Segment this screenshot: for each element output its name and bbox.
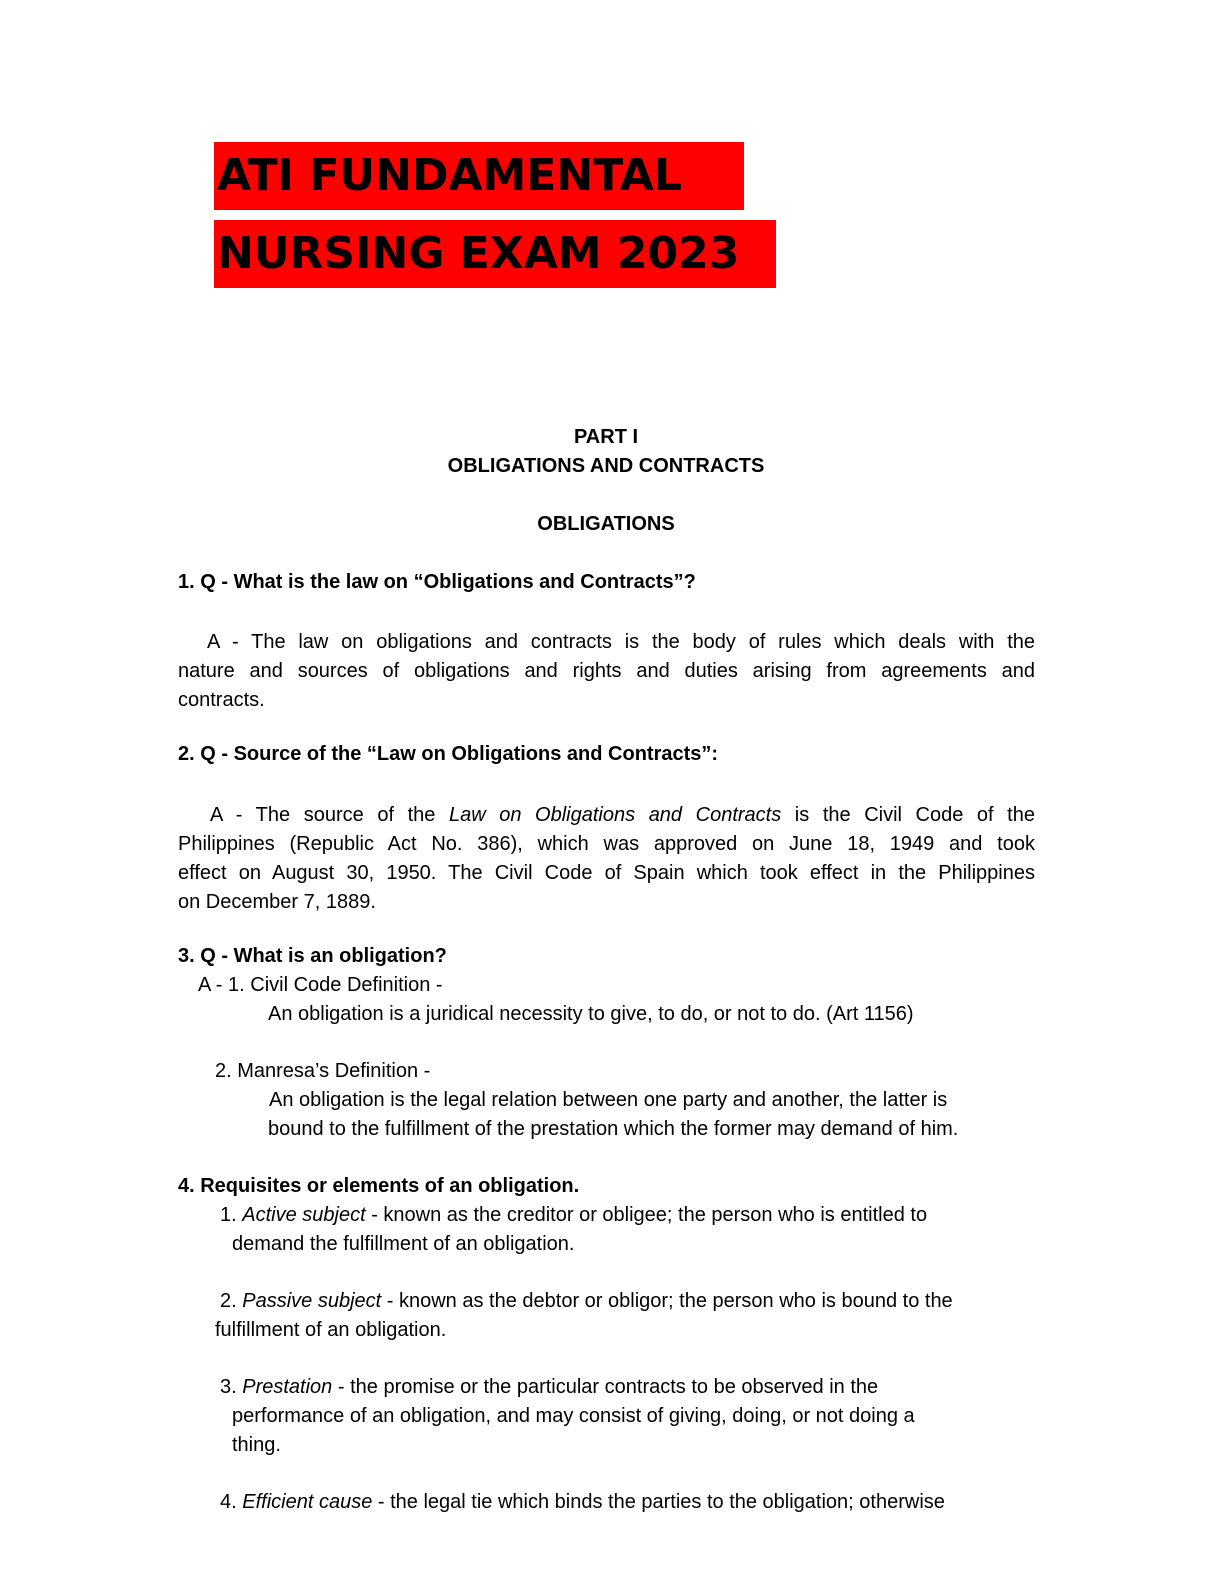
part-heading: OBLIGATIONS AND CONTRACTS	[447, 455, 765, 477]
element-item-2	[220, 1290, 953, 1313]
definition-2-line: bound to the fulfillment of the prestation which the former may demand of him.	[268, 1118, 959, 1140]
element-item-1	[220, 1204, 927, 1227]
answer-1-line: A - The law on obligations and contracts is the body of rules which deals with the	[207, 631, 1035, 653]
answer-2-line	[178, 801, 1035, 830]
title-line-1: ATI FUNDAMENTAL	[217, 150, 682, 201]
element-description: - known as the creditor or obligee; the person who is entitled to	[365, 1204, 928, 1226]
answer-1-line: contracts.	[178, 689, 265, 711]
element-number: 2.	[220, 1290, 243, 1312]
element-item-3-continuation: thing.	[232, 1434, 281, 1456]
element-term: Passive subject	[242, 1290, 382, 1312]
part-label: PART I	[573, 426, 639, 448]
question-2: 2. Q - Source of the “Law on Obligations and Contracts”:	[178, 743, 719, 765]
definition-1-text: An obligation is a juridical necessity to give, to do, or not to do. (Art 1156)	[268, 1003, 914, 1025]
element-item-1-continuation: demand the fulfillment of an obligation.	[232, 1233, 575, 1255]
title-banner-line-1	[214, 142, 744, 210]
element-item-2-continuation: fulfillment of an obligation.	[215, 1319, 447, 1341]
element-number: 1.	[220, 1204, 243, 1226]
question-3: 3. Q - What is an obligation?	[178, 945, 447, 967]
element-description: - the promise or the particular contracts to be observed in the	[332, 1376, 879, 1398]
question-1: 1. Q - What is the law on “Obligations and Contracts”?	[178, 571, 696, 593]
element-term: Active subject	[242, 1204, 366, 1226]
answer-2	[178, 801, 1035, 917]
title-line-2: NURSING EXAM 2023	[217, 228, 740, 279]
answer-2-line: on December 7, 1889.	[178, 891, 376, 913]
element-item-3-continuation: performance of an obligation, and may consist of giving, doing, or not doing a	[232, 1405, 915, 1427]
definition-1-label: A - 1. Civil Code Definition -	[198, 974, 443, 996]
element-description: - known as the debtor or obligor; the person who is bound to the	[381, 1290, 953, 1312]
element-number: 4.	[220, 1491, 243, 1513]
element-description: - the legal tie which binds the parties to the obligation; otherwise	[372, 1491, 945, 1513]
answer-1-line: nature and sources of obligations and rights and duties arising from agreements and	[178, 660, 1035, 682]
answer-1	[178, 628, 1035, 715]
answer-2-suffix: is the Civil Code of the	[781, 804, 1035, 826]
definition-2-label: 2. Manresa’s Definition -	[215, 1060, 431, 1082]
element-term: Prestation	[242, 1376, 333, 1398]
definition-2-line: An obligation is the legal relation between one party and another, the latter is	[269, 1089, 948, 1111]
element-item-3	[220, 1376, 878, 1399]
element-item-4	[220, 1491, 945, 1514]
answer-2-line: Philippines (Republic Act No. 386), which was approved on June 18, 1949 and took	[178, 833, 1035, 855]
answer-2-prefix: A - The source of the	[210, 804, 449, 826]
section-heading: OBLIGATIONS	[537, 513, 675, 535]
answer-2-italic-title: Law on Obligations and Contracts	[448, 804, 782, 826]
answer-2-line: effect on August 30, 1950. The Civil Code of Spain which took effect in the Philippines	[178, 862, 1035, 884]
question-4: 4. Requisites or elements of an obligation.	[178, 1175, 580, 1197]
title-banner-line-2	[214, 220, 776, 288]
element-number: 3.	[220, 1376, 243, 1398]
element-term: Efficient cause	[242, 1491, 373, 1513]
